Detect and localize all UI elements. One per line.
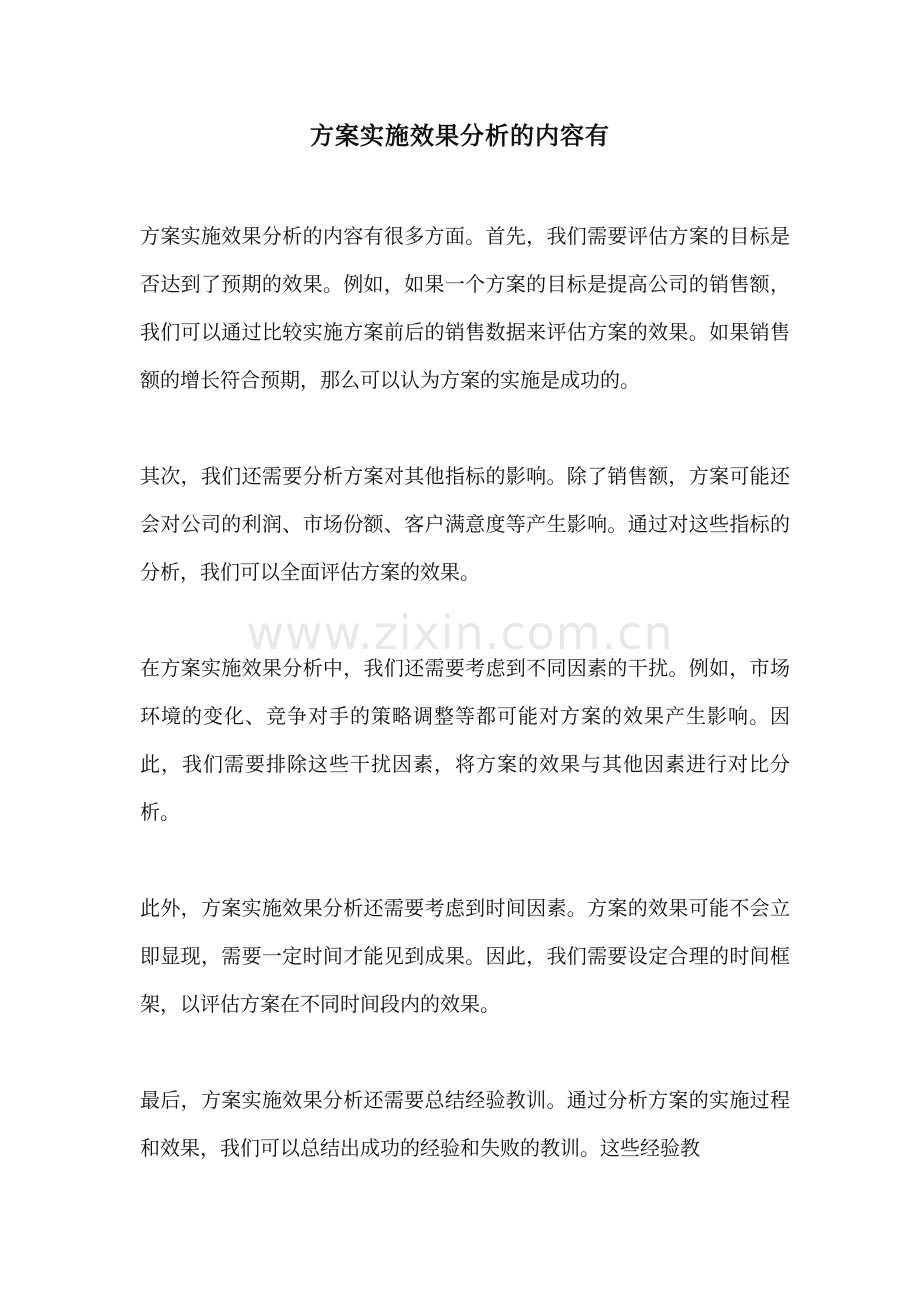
- document-title: 方案实施效果分析的内容有: [310, 121, 610, 150]
- paragraph-lessons: 最后，方案实施效果分析还需要总结经验教训。通过分析方案的实施过程和效果，我们可以总结出成功的经验和失败的教训。这些经验教: [140, 1088, 790, 1160]
- watermark-text: www.zixin.com.cn: [246, 606, 674, 660]
- paragraph-intro: 方案实施效果分析的内容有很多方面。首先，我们需要评估方案的目标是否达到了预期的效果。例如，如果一个方案的目标是提高公司的销售额，我们可以通过比较实施方案前后的销售数据来评估方案的效果。如果销售额的增长符合预期，那么可以认为方案的实施是成功的。: [140, 224, 790, 392]
- paragraph-interference-factors: 在方案实施效果分析中，我们还需要考虑到不同因素的干扰。例如，市场环境的变化、竞争对手的策略调整等都可能对方案的效果产生影响。因此，我们需要排除这些干扰因素，将方案的效果与其他因素进行对比分析。: [140, 656, 790, 824]
- paragraph-time-factor: 此外，方案实施效果分析还需要考虑到时间因素。方案的效果可能不会立即显现，需要一定时间才能见到成果。因此，我们需要设定合理的时间框架，以评估方案在不同时间段内的效果。: [140, 896, 790, 1016]
- paragraph-other-metrics: 其次，我们还需要分析方案对其他指标的影响。除了销售额，方案可能还会对公司的利润、市场份额、客户满意度等产生影响。通过对这些指标的分析，我们可以全面评估方案的效果。: [140, 464, 790, 584]
